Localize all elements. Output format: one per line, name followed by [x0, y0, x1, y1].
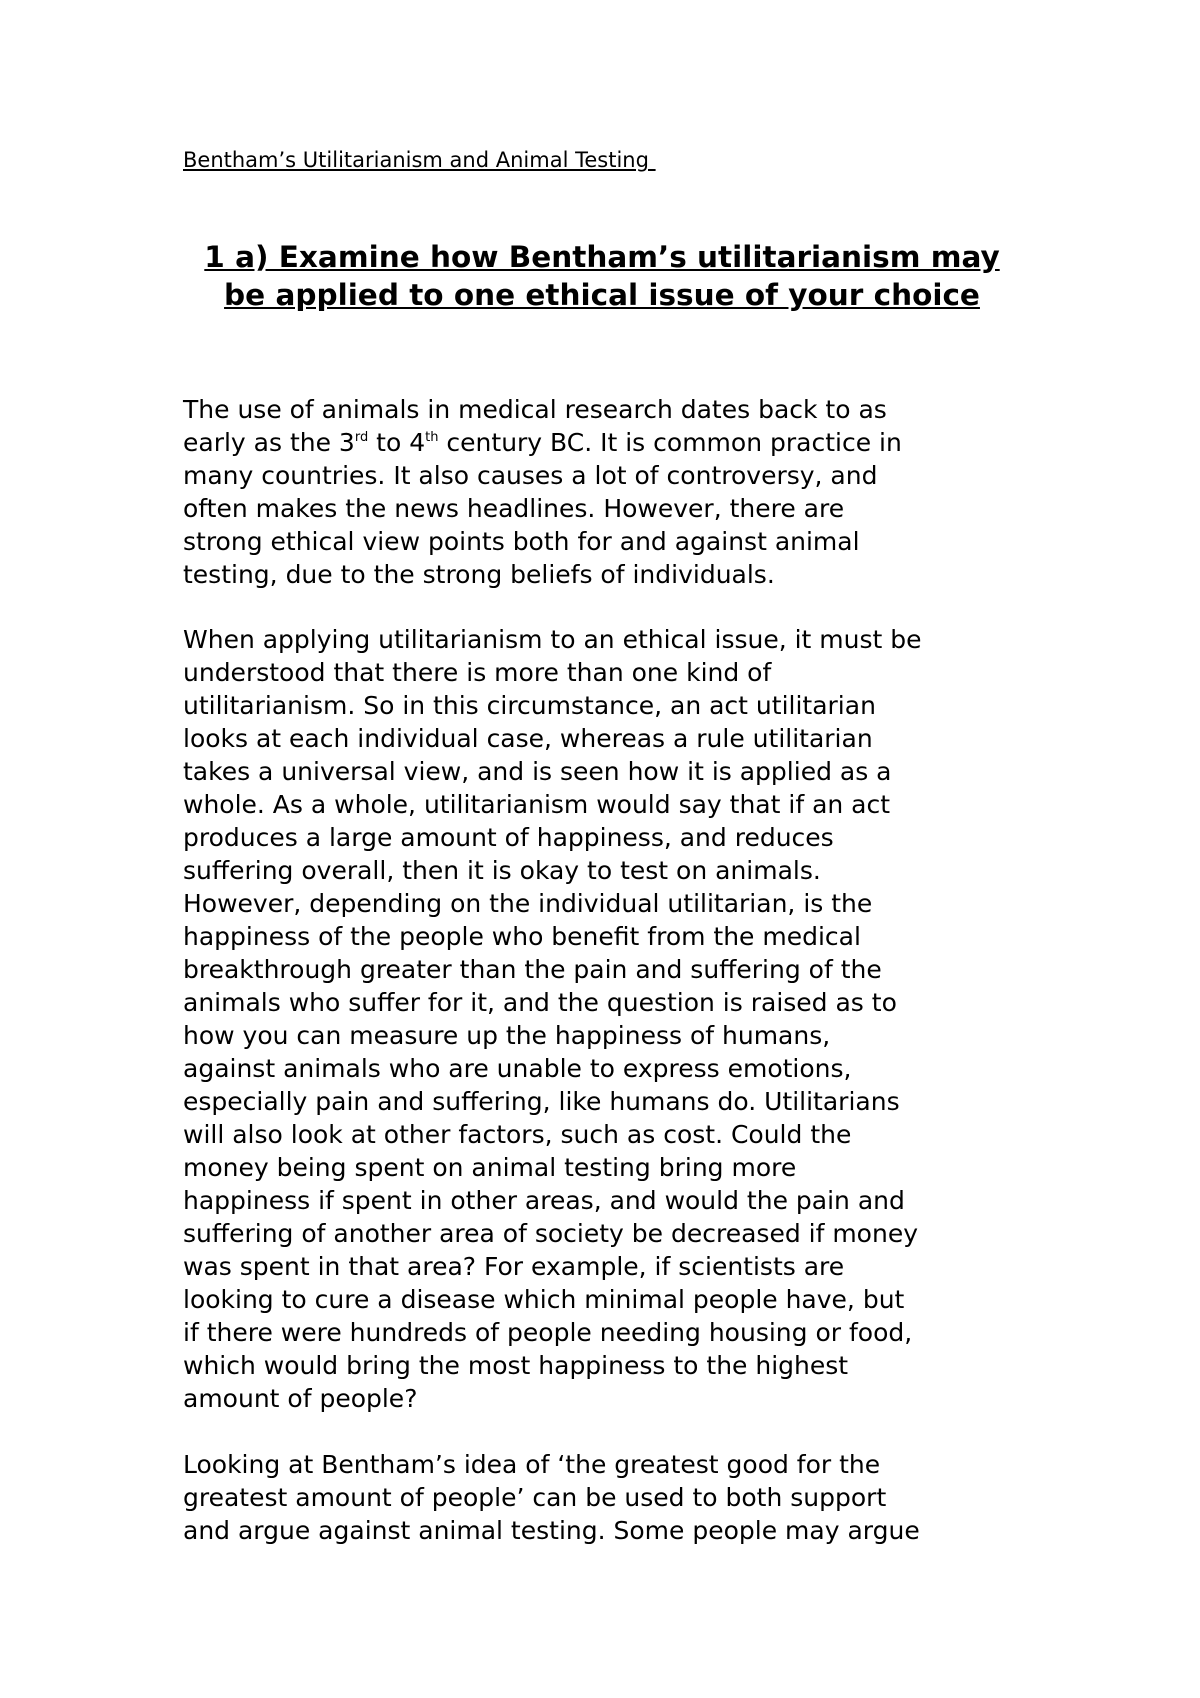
paragraph-line: and argue against animal testing. Some people may argue [183, 1516, 920, 1545]
paragraph-line: takes a universal view, and is seen how it is applied as a [183, 757, 892, 786]
paragraph-line-with-superscripts [183, 426, 1083, 459]
paragraph-line: utilitarianism. So in this circumstance, an act utilitarian [183, 691, 876, 720]
paragraph-line: greatest amount of people’ can be used to both support [183, 1483, 887, 1512]
paragraph-line: suffering overall, then it is okay to test on animals. [183, 856, 821, 885]
paragraph-line: against animals who are unable to express emotions, [183, 1054, 852, 1083]
paragraph-line: Looking at Bentham’s idea of ‘the greatest good for the [183, 1450, 881, 1479]
paragraph-line: suffering of another area of society be decreased if money [183, 1219, 918, 1248]
line-text: to 4 [368, 428, 426, 457]
paragraph-line: money being spent on animal testing bring more [183, 1153, 797, 1182]
paragraph-line: However, depending on the individual utilitarian, is the [183, 889, 873, 918]
paragraph-line: looking to cure a disease which minimal people have, but [183, 1285, 905, 1314]
paragraph-line: amount of people? [183, 1384, 418, 1413]
paragraph-line: was spent in that area? For example, if scientists are [183, 1252, 845, 1281]
paragraph-utilitarianism [183, 623, 1083, 1415]
paragraph-line: especially pain and suffering, like humans do. Utilitarians [183, 1087, 900, 1116]
paragraph-line: many countries. It also causes a lot of controversy, and [183, 461, 878, 490]
paragraph-line: happiness of the people who benefit from the medical [183, 922, 861, 951]
paragraph-line: testing, due to the strong beliefs of individuals. [183, 560, 775, 589]
paragraph-line: produces a large amount of happiness, and reduces [183, 823, 834, 852]
paragraph-greatest-good [183, 1448, 1083, 1547]
question-heading: 1 a) Examine how Bentham’s utilitarianism may be applied to one ethical issue of your choice [204, 240, 1000, 312]
paragraph-line: breakthrough greater than the pain and suffering of the [183, 955, 882, 984]
paragraph-line: strong ethical view points both for and against animal [183, 527, 860, 556]
paragraph-line: understood that there is more than one kind of [183, 658, 772, 687]
document-title: Bentham’s Utilitarianism and Animal Testing [183, 148, 656, 172]
paragraph-introduction [183, 393, 1083, 591]
paragraph-line: looks at each individual case, whereas a rule utilitarian [183, 724, 873, 753]
paragraph-line: happiness if spent in other areas, and would the pain and [183, 1186, 905, 1215]
superscript-th: th [425, 430, 439, 445]
paragraph-line: The use of animals in medical research dates back to as [183, 395, 887, 424]
paragraph-line: if there were hundreds of people needing housing or food, [183, 1318, 913, 1347]
paragraph-line: will also look at other factors, such as cost. Could the [183, 1120, 852, 1149]
line-text: early as the 3 [183, 428, 355, 457]
paragraph-line: which would bring the most happiness to the highest [183, 1351, 849, 1380]
superscript-rd: rd [354, 430, 369, 445]
paragraph-line: how you can measure up the happiness of humans, [183, 1021, 831, 1050]
line-text: century BC. It is common practice in [438, 428, 902, 457]
paragraph-line: When applying utilitarianism to an ethical issue, it must be [183, 625, 922, 654]
paragraph-line: often makes the news headlines. However, there are [183, 494, 845, 523]
paragraph-line: whole. As a whole, utilitarianism would say that if an act [183, 790, 891, 819]
paragraph-line: animals who suffer for it, and the question is raised as to [183, 988, 897, 1017]
